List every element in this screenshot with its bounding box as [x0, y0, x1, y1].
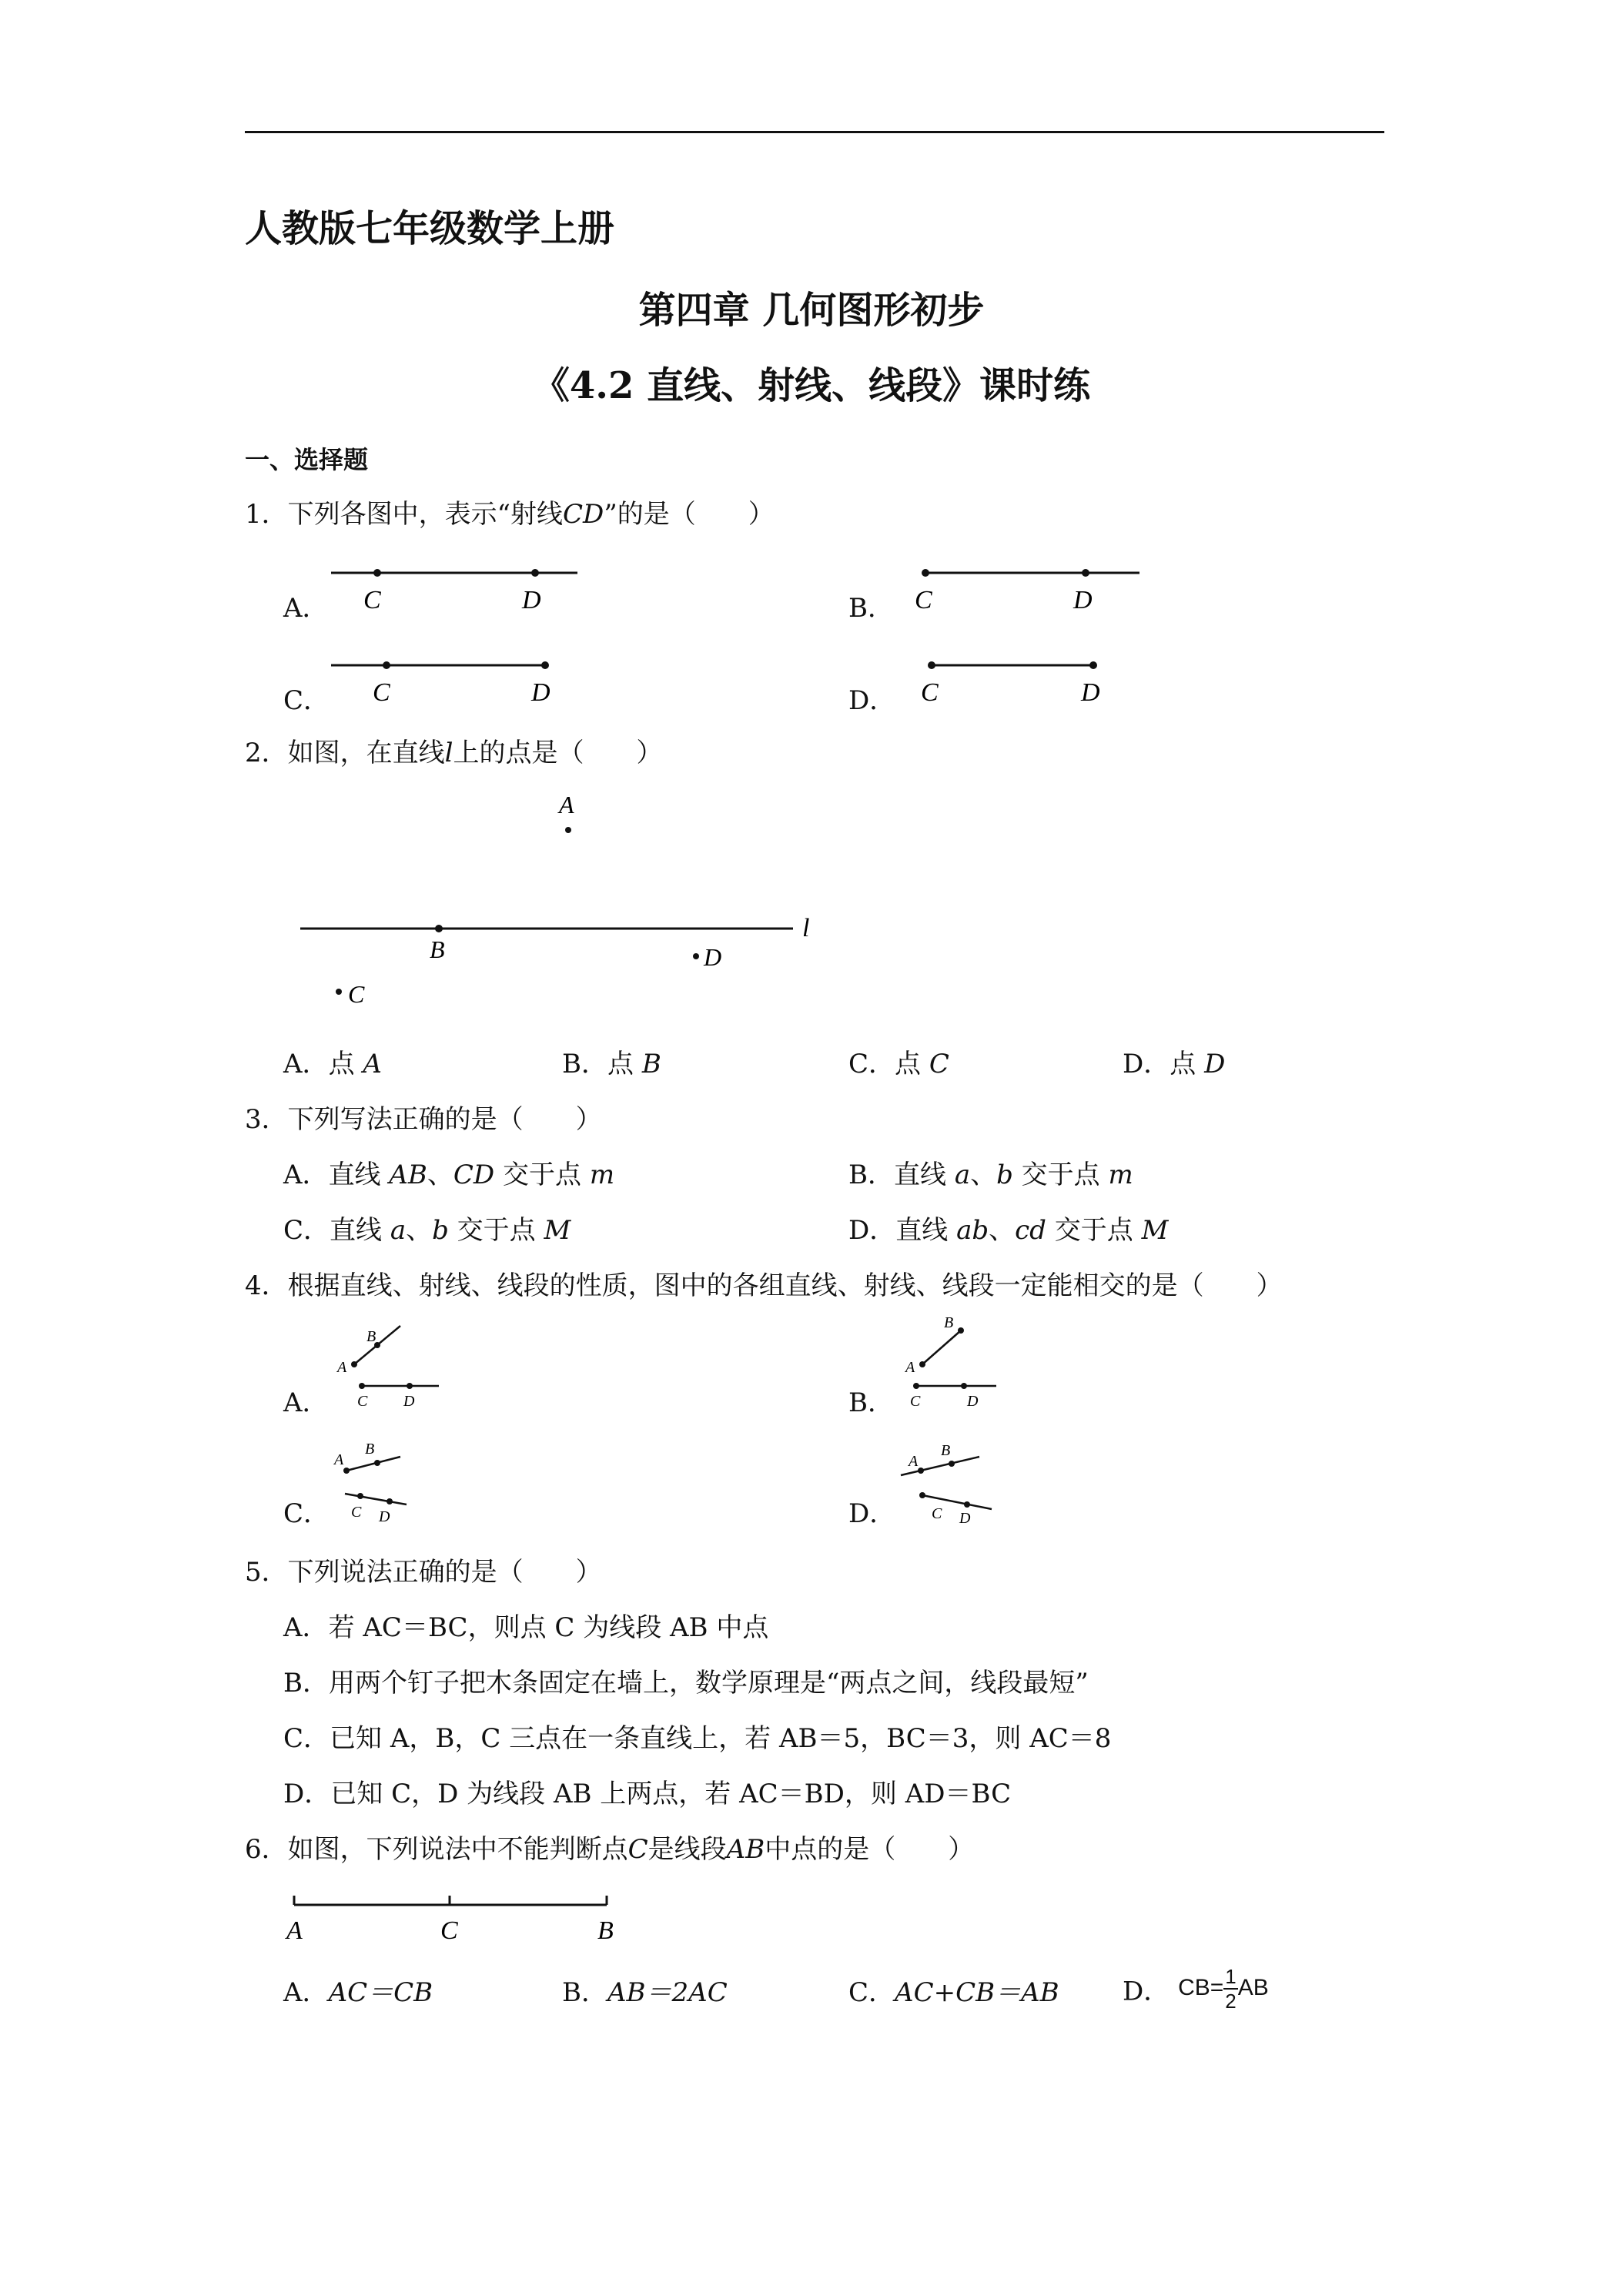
book-title: 人教版七年级数学上册 [245, 207, 615, 250]
svg-text:B: B [944, 1314, 954, 1331]
svg-text:A: A [337, 1359, 347, 1376]
q1-option-b-label[interactable]: B． [848, 593, 894, 624]
svg-text:A: A [905, 1359, 915, 1376]
question-6: 6．如图，下列说法中不能判断点C是线段AB中点的是（ ） [245, 1834, 975, 1865]
q1-option-a-label[interactable]: A． [283, 593, 329, 624]
svg-text:D: D [379, 1508, 390, 1525]
svg-text:D: D [522, 586, 541, 614]
svg-text:C: C [910, 1393, 921, 1410]
q5-option-b[interactable]: B．用两个钉子把木条固定在墙上，数学原理是“两点之间，线段最短” [283, 1668, 1089, 1699]
svg-text:D: D [959, 1510, 971, 1526]
q4-option-a-label[interactable]: A． [283, 1387, 329, 1418]
svg-text:A: A [286, 1916, 303, 1945]
q6-figure [285, 1879, 624, 1948]
svg-text:D: D [531, 678, 550, 707]
q4-option-c-figure [323, 1434, 462, 1526]
svg-text:A: A [559, 791, 574, 818]
q6-option-a[interactable]: A．AC＝CB [283, 1977, 433, 2008]
q2-option-b[interactable]: B．点 B [562, 1049, 661, 1079]
svg-text:C: C [363, 586, 381, 614]
svg-text:C: C [348, 980, 365, 1008]
svg-text:D: D [403, 1393, 415, 1410]
svg-text:D: D [967, 1393, 979, 1410]
svg-text:D: D [1073, 586, 1093, 614]
q4-option-b-figure [893, 1314, 1032, 1411]
svg-text:B: B [597, 1916, 614, 1945]
q4-option-d-figure [893, 1434, 1032, 1526]
q4-option-d-label[interactable]: D． [848, 1498, 896, 1529]
q3-option-c[interactable]: C．直线 a、b 交于点 M [283, 1215, 571, 1246]
svg-text:B: B [365, 1441, 375, 1458]
svg-text:A: A [334, 1451, 344, 1468]
q3-option-a[interactable]: A．直线 AB、CD 交于点 m [283, 1160, 615, 1190]
q1-option-c-label[interactable]: C． [283, 685, 330, 716]
section-title: 一、选择题 [245, 445, 369, 474]
q6-option-c[interactable]: C．AC+CB＝AB [848, 1977, 1059, 2008]
question-2: 2．如图，在直线l上的点是（ ） [245, 738, 663, 768]
q2-option-a[interactable]: A．点 A [283, 1049, 382, 1079]
q1-option-a-figure [323, 556, 585, 618]
svg-text:B: B [941, 1442, 951, 1459]
svg-text:C: C [932, 1505, 942, 1522]
svg-text:C: C [357, 1393, 368, 1410]
q2-option-c[interactable]: C．点 C [848, 1049, 949, 1079]
top-rule [245, 131, 1384, 133]
svg-text:C: C [915, 586, 932, 614]
question-4: 4．根据直线、射线、线段的性质，图中的各组直线、射线、线段一定能相交的是（ ） [245, 1270, 1283, 1301]
svg-text:D: D [1081, 678, 1100, 707]
svg-text:C: C [440, 1916, 458, 1945]
svg-text:C: C [921, 678, 939, 707]
svg-text:C: C [373, 678, 390, 707]
svg-text:A: A [909, 1453, 919, 1470]
svg-text:D: D [704, 943, 722, 971]
q2-option-d[interactable]: D．点 D [1123, 1049, 1226, 1079]
q1-option-c-figure [323, 648, 570, 710]
svg-text:B: B [366, 1328, 376, 1345]
q5-option-a[interactable]: A．若 AC＝BC，则点 C 为线段 AB 中点 [283, 1612, 769, 1643]
q5-option-d[interactable]: D．已知 C，D 为线段 AB 上两点，若 AC＝BD，则 AD＝BC [283, 1779, 1012, 1809]
q1-option-d-figure [909, 648, 1155, 710]
q3-option-d[interactable]: D．直线 ab、cd 交于点 M [848, 1215, 1169, 1246]
q4-option-b-label[interactable]: B． [848, 1387, 894, 1418]
q6-option-d[interactable]: D． CB= $\frac{1}{2}$ AB [1123, 1965, 1269, 2013]
question-5: 5．下列说法正确的是（ ） [245, 1557, 602, 1588]
q4-option-a-figure [323, 1318, 462, 1411]
question-3: 3．下列写法正确的是（ ） [245, 1104, 602, 1135]
svg-text:B: B [430, 935, 445, 963]
q2-figure [293, 785, 832, 1016]
q6-option-b[interactable]: B．AB＝2AC [562, 1977, 728, 2008]
chapter-title: 第四章 几何图形初步 [638, 289, 985, 332]
q4-option-c-label[interactable]: C． [283, 1498, 330, 1529]
lesson-title: 《4.2 直线、射线、线段》课时练 [532, 364, 1091, 407]
question-1: 1．下列各图中，表示“射线CD”的是（ ） [245, 499, 775, 530]
q1-option-b-figure [909, 556, 1155, 618]
q1-option-d-label[interactable]: D． [848, 685, 896, 716]
q3-option-b[interactable]: B．直线 a、b 交于点 m [848, 1160, 1133, 1190]
svg-text:l: l [802, 914, 810, 942]
q5-option-c[interactable]: C．已知 A，B，C 三点在一条直线上，若 AB＝5，BC＝3，则 AC＝8 [283, 1723, 1112, 1754]
q6-option-d-expression: CB= $\frac{1}{2}$ AB [1178, 1965, 1269, 2013]
svg-text:C: C [351, 1504, 362, 1521]
